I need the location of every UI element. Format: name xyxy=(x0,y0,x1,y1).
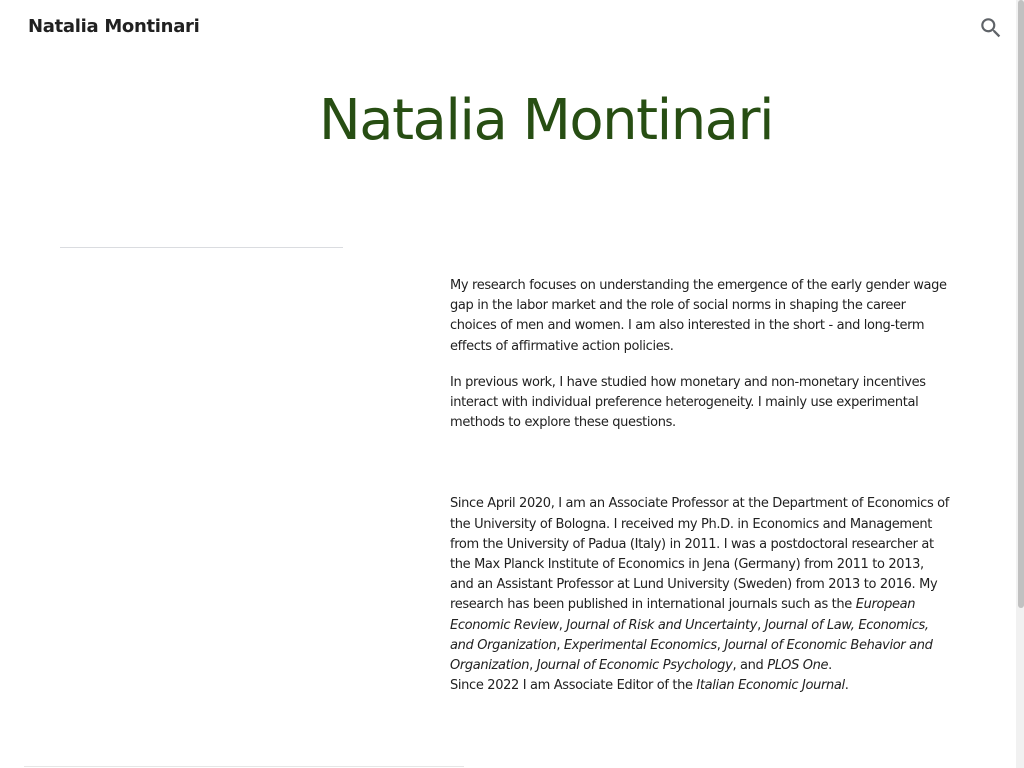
separator: , xyxy=(757,617,765,633)
separator: . xyxy=(844,678,849,694)
career-text-2: . I received my Ph.D. in Economics and Management from the University of Padua (Italy) in 2011. I was a postdoctoral researcher at the Max Planck Institute of Economics in Jena (Germany) from 2011 to 2013, and an Assistant Professor at Lund University (Sweden) from 2013 to 2016. My research has been published in international journals such as the xyxy=(450,516,938,613)
bottom-divider xyxy=(24,766,464,767)
journal-jleo: Journal of Law, Economics, and Organization xyxy=(450,617,929,653)
journal-jru: Journal of Risk and Uncertainty xyxy=(566,617,758,633)
previous-work-paragraph: In previous work, I have studied how monetary and non-monetary incentives interact with individual preference heterogeneity. I mainly use experimental methods to explore these questions. xyxy=(450,374,926,431)
journal-iej: Italian Economic Journal xyxy=(696,678,845,694)
separator: . xyxy=(828,658,832,674)
top-bar xyxy=(0,0,1016,56)
career-text-1: Since April 2020, I am an Associate Professor at the xyxy=(450,496,773,512)
career-paragraph xyxy=(450,494,950,696)
search-icon xyxy=(978,15,1004,41)
search-button[interactable] xyxy=(978,15,1004,41)
journal-jebo: Journal of Economic Behavior and Organization xyxy=(450,637,933,674)
journal-jep: Journal of Economic Psychology xyxy=(536,658,733,674)
journal-plos: PLOS One xyxy=(767,658,829,674)
separator: , xyxy=(556,637,564,653)
journal-eer: European Economic Review xyxy=(450,597,916,633)
site-name-link[interactable]: Natalia Montinari xyxy=(28,16,200,37)
career-text-3: Since 2022 I am Associate Editor of the xyxy=(450,678,697,694)
research-paragraph: My research focuses on understanding the emergence of the early gender wage gap in the labor market and the role of social norms in shaping the career choices of men and women. I am also interested in the short - and long-term effects of affirmative action policies. xyxy=(450,278,947,354)
separator: , xyxy=(716,637,725,653)
separator: , xyxy=(558,617,567,633)
separator: , and xyxy=(732,658,768,674)
separator: , xyxy=(529,658,537,674)
bio-content xyxy=(450,276,950,696)
journal-ee: Experimental Economics xyxy=(563,637,717,653)
left-divider xyxy=(60,247,343,248)
department-link[interactable]: Department of Economics of the University of Bologna xyxy=(450,496,950,532)
page-title: Natalia Montinari xyxy=(318,88,774,153)
